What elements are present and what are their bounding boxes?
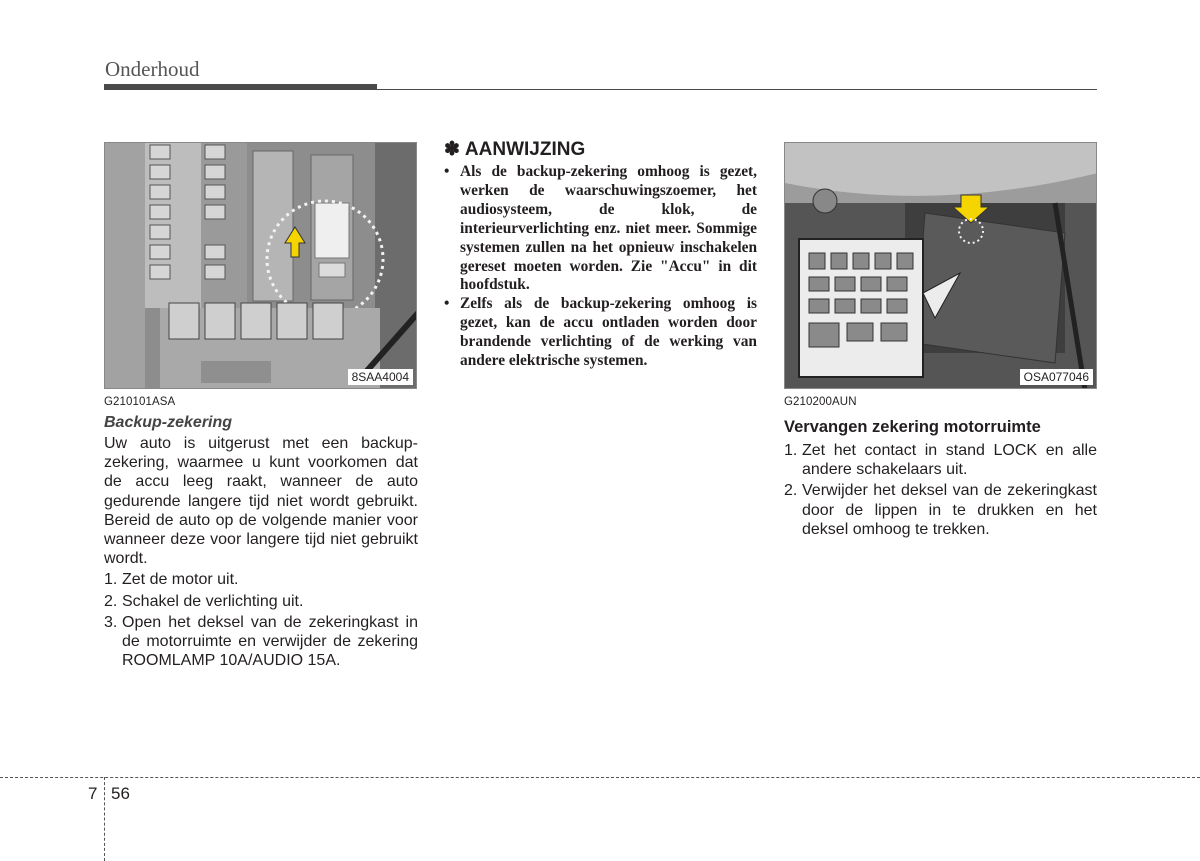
list-number: 2.: [104, 592, 118, 610]
list-item: [784, 481, 1097, 539]
middle-column: [444, 138, 757, 371]
bullet-icon: •: [444, 163, 450, 180]
list-number: 1.: [104, 571, 118, 589]
note-title: AANWIJZING: [464, 138, 586, 160]
page-number: 56: [111, 784, 130, 803]
list-number: 1.: [784, 442, 798, 459]
backup-steps-list: [104, 570, 418, 670]
list-text: Als de backup-zekering omhoog is gezet, werken de waarschuwingszoemer, het audiosysteem, de klok, de interieurverlichting enz. niet meer. Sommige systemen zullen na het opnieuw inschakelen gereset moeten worden. Zie "Accu" in dit hoofdstuk.: [460, 163, 757, 294]
section-heading-backup-fuse: Backup-zekering: [104, 414, 233, 431]
figure-label: OSA077046: [1020, 369, 1093, 385]
page-header-title: Onderhoud: [105, 57, 200, 81]
list-text: Zet de motor uit.: [122, 571, 239, 589]
bullet-icon: •: [444, 295, 450, 313]
list-item: [104, 613, 418, 671]
list-text: Schakel de verlichting uit.: [122, 592, 304, 610]
chapter-number: 7: [88, 784, 98, 803]
list-number: 2.: [784, 482, 798, 500]
section-heading-replace-fuse: Vervangen zekering motorruimte: [784, 418, 1041, 436]
fuse-box-illustration: [105, 143, 417, 389]
note-star-icon: ✽: [444, 139, 460, 160]
footer-divider: [0, 777, 1200, 778]
note-bullet-list: [444, 163, 757, 371]
list-text: Verwijder het deksel van de zekeringkast door de lippen in te drukken en het deksel omhoog te trekken.: [802, 482, 1097, 538]
header-rule-thin: [377, 89, 1097, 90]
list-text: Zelfs als de backup-zekering omhoog is gezet, kan de accu ontladen worden door brandende verlichting of de werking van andere elektrische systemen.: [460, 295, 757, 370]
header-rule: [104, 84, 377, 90]
list-item: [784, 441, 1097, 479]
engine-bay-photo: [784, 142, 1097, 389]
right-column: [784, 142, 1097, 539]
figure-code: G210101ASA: [104, 396, 176, 408]
list-text: Zet het contact in stand LOCK en alle andere schakelaars uit.: [802, 442, 1097, 479]
fuse-box-photo: [104, 142, 417, 389]
footer-vertical-divider: [104, 777, 105, 861]
replace-steps-list: [784, 441, 1097, 539]
list-item: [104, 570, 418, 589]
list-item: [444, 295, 757, 371]
list-number: 3.: [104, 613, 118, 631]
list-item: [104, 592, 418, 611]
figure-label: 8SAA4004: [348, 369, 413, 385]
list-text: Open het deksel van de zekeringkast in de motorruimte en verwijder de zekering ROOMLAMP 10A/AUDIO 15A.: [122, 613, 418, 670]
engine-bay-illustration: [785, 143, 1097, 389]
intro-paragraph: Uw auto is uitgerust met een backup-zekering, waarmee u kunt voorkomen dat de accu leeg raakt, wanneer de auto gedurende langere tijd niet wordt gebruikt. Bereid de auto op de volgende manier voor wanneer deze voor langere tijd niet gebruikt wordt.: [104, 435, 418, 568]
list-item: [444, 163, 757, 295]
left-column: [104, 142, 418, 670]
note-heading: [444, 138, 757, 161]
figure-code: G210200AUN: [784, 396, 857, 408]
